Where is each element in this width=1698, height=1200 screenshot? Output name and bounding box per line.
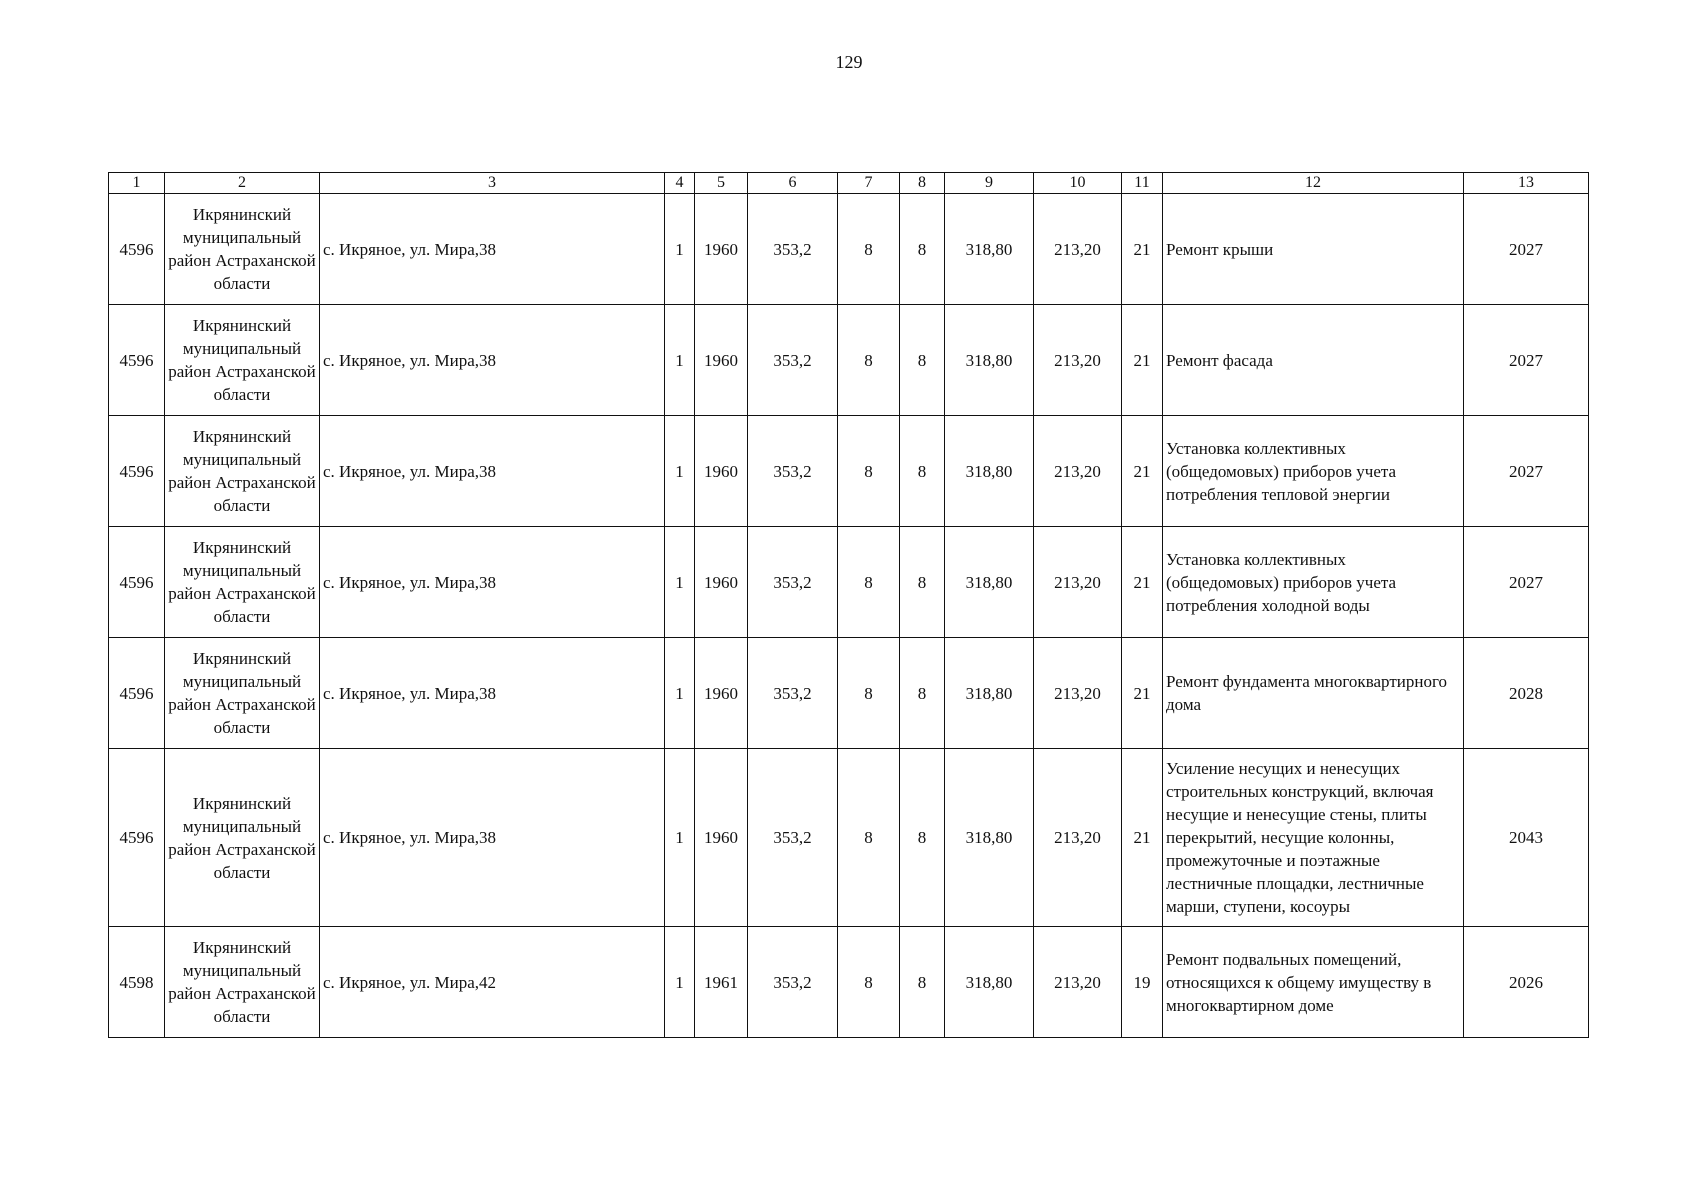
col4-cell: 1 <box>665 194 695 305</box>
address-cell: с. Икряное, ул. Мира,38 <box>320 749 665 927</box>
col10-cell: 213,20 <box>1034 194 1122 305</box>
work-type-cell: Установка коллективных (общедомовых) приборов учета потребления холодной воды <box>1163 527 1464 638</box>
plan-year-cell: 2027 <box>1464 527 1589 638</box>
col8-cell: 8 <box>900 638 945 749</box>
col11-cell: 21 <box>1122 638 1163 749</box>
col10-cell: 213,20 <box>1034 749 1122 927</box>
col4-cell: 1 <box>665 638 695 749</box>
column-header: 13 <box>1464 173 1589 194</box>
col11-cell: 21 <box>1122 527 1163 638</box>
district-cell: Икрянинский муниципальный район Астраханской области <box>165 749 320 927</box>
column-header: 5 <box>695 173 748 194</box>
work-type-cell: Ремонт крыши <box>1163 194 1464 305</box>
col8-cell: 8 <box>900 305 945 416</box>
col8-cell: 8 <box>900 527 945 638</box>
col11-cell: 19 <box>1122 927 1163 1038</box>
col6-cell: 353,2 <box>748 749 838 927</box>
col4-cell: 1 <box>665 416 695 527</box>
district-cell: Икрянинский муниципальный район Астраханской области <box>165 638 320 749</box>
row-id-cell: 4596 <box>109 527 165 638</box>
address-cell: с. Икряное, ул. Мира,38 <box>320 416 665 527</box>
column-header: 8 <box>900 173 945 194</box>
plan-year-cell: 2027 <box>1464 416 1589 527</box>
col10-cell: 213,20 <box>1034 416 1122 527</box>
col6-cell: 353,2 <box>748 927 838 1038</box>
column-header: 3 <box>320 173 665 194</box>
col8-cell: 8 <box>900 416 945 527</box>
col9-cell: 318,80 <box>945 749 1034 927</box>
work-type-cell: Ремонт фасада <box>1163 305 1464 416</box>
district-cell: Икрянинский муниципальный район Астраханской области <box>165 305 320 416</box>
col6-cell: 353,2 <box>748 527 838 638</box>
col10-cell: 213,20 <box>1034 527 1122 638</box>
column-header: 10 <box>1034 173 1122 194</box>
year-cell: 1960 <box>695 305 748 416</box>
col9-cell: 318,80 <box>945 194 1034 305</box>
table-row <box>109 749 1589 927</box>
col9-cell: 318,80 <box>945 638 1034 749</box>
table-row <box>109 638 1589 749</box>
col6-cell: 353,2 <box>748 638 838 749</box>
col8-cell: 8 <box>900 749 945 927</box>
table-row <box>109 305 1589 416</box>
plan-year-cell: 2026 <box>1464 927 1589 1038</box>
year-cell: 1960 <box>695 194 748 305</box>
column-header: 9 <box>945 173 1034 194</box>
col7-cell: 8 <box>838 749 900 927</box>
district-cell: Икрянинский муниципальный район Астраханской области <box>165 527 320 638</box>
row-id-cell: 4596 <box>109 305 165 416</box>
repair-schedule-table <box>108 172 1589 1038</box>
address-cell: с. Икряное, ул. Мира,38 <box>320 638 665 749</box>
col11-cell: 21 <box>1122 416 1163 527</box>
col9-cell: 318,80 <box>945 305 1034 416</box>
row-id-cell: 4596 <box>109 194 165 305</box>
col10-cell: 213,20 <box>1034 638 1122 749</box>
col6-cell: 353,2 <box>748 416 838 527</box>
work-type-cell: Ремонт подвальных помещений, относящихся к общему имуществу в многоквартирном доме <box>1163 927 1464 1038</box>
row-id-cell: 4596 <box>109 638 165 749</box>
column-header: 11 <box>1122 173 1163 194</box>
column-header: 6 <box>748 173 838 194</box>
work-type-cell: Усиление несущих и ненесущих строительных конструкций, включая несущие и ненесущие стены, плиты перекрытий, несущие колонны, промежуточные и поэтажные лестничные площадки, лестничные марши, ступени, косоуры <box>1163 749 1464 927</box>
plan-year-cell: 2043 <box>1464 749 1589 927</box>
column-header: 1 <box>109 173 165 194</box>
work-type-cell: Установка коллективных (общедомовых) приборов учета потребления тепловой энергии <box>1163 416 1464 527</box>
row-id-cell: 4598 <box>109 927 165 1038</box>
year-cell: 1960 <box>695 638 748 749</box>
column-header: 7 <box>838 173 900 194</box>
year-cell: 1960 <box>695 416 748 527</box>
district-cell: Икрянинский муниципальный район Астраханской области <box>165 416 320 527</box>
col7-cell: 8 <box>838 638 900 749</box>
year-cell: 1960 <box>695 749 748 927</box>
column-header: 4 <box>665 173 695 194</box>
col4-cell: 1 <box>665 527 695 638</box>
column-header: 2 <box>165 173 320 194</box>
table-row <box>109 927 1589 1038</box>
address-cell: с. Икряное, ул. Мира,38 <box>320 527 665 638</box>
col7-cell: 8 <box>838 194 900 305</box>
col11-cell: 21 <box>1122 749 1163 927</box>
col4-cell: 1 <box>665 927 695 1038</box>
col8-cell: 8 <box>900 194 945 305</box>
address-cell: с. Икряное, ул. Мира,42 <box>320 927 665 1038</box>
plan-year-cell: 2027 <box>1464 194 1589 305</box>
address-cell: с. Икряное, ул. Мира,38 <box>320 194 665 305</box>
col4-cell: 1 <box>665 305 695 416</box>
year-cell: 1961 <box>695 927 748 1038</box>
col10-cell: 213,20 <box>1034 927 1122 1038</box>
plan-year-cell: 2028 <box>1464 638 1589 749</box>
page-number: 129 <box>835 52 863 72</box>
row-id-cell: 4596 <box>109 416 165 527</box>
col7-cell: 8 <box>838 927 900 1038</box>
district-cell: Икрянинский муниципальный район Астраханской области <box>165 927 320 1038</box>
district-cell: Икрянинский муниципальный район Астраханской области <box>165 194 320 305</box>
col6-cell: 353,2 <box>748 194 838 305</box>
column-number-row <box>109 173 1589 194</box>
year-cell: 1960 <box>695 527 748 638</box>
col9-cell: 318,80 <box>945 527 1034 638</box>
col9-cell: 318,80 <box>945 416 1034 527</box>
col9-cell: 318,80 <box>945 927 1034 1038</box>
column-header: 12 <box>1163 173 1464 194</box>
col11-cell: 21 <box>1122 194 1163 305</box>
address-cell: с. Икряное, ул. Мира,38 <box>320 305 665 416</box>
col4-cell: 1 <box>665 749 695 927</box>
row-id-cell: 4596 <box>109 749 165 927</box>
col8-cell: 8 <box>900 927 945 1038</box>
col11-cell: 21 <box>1122 305 1163 416</box>
col6-cell: 353,2 <box>748 305 838 416</box>
table-row <box>109 527 1589 638</box>
table-row <box>109 416 1589 527</box>
col7-cell: 8 <box>838 527 900 638</box>
col7-cell: 8 <box>838 416 900 527</box>
col10-cell: 213,20 <box>1034 305 1122 416</box>
table-row <box>109 194 1589 305</box>
work-type-cell: Ремонт фундамента многоквартирного дома <box>1163 638 1464 749</box>
col7-cell: 8 <box>838 305 900 416</box>
plan-year-cell: 2027 <box>1464 305 1589 416</box>
